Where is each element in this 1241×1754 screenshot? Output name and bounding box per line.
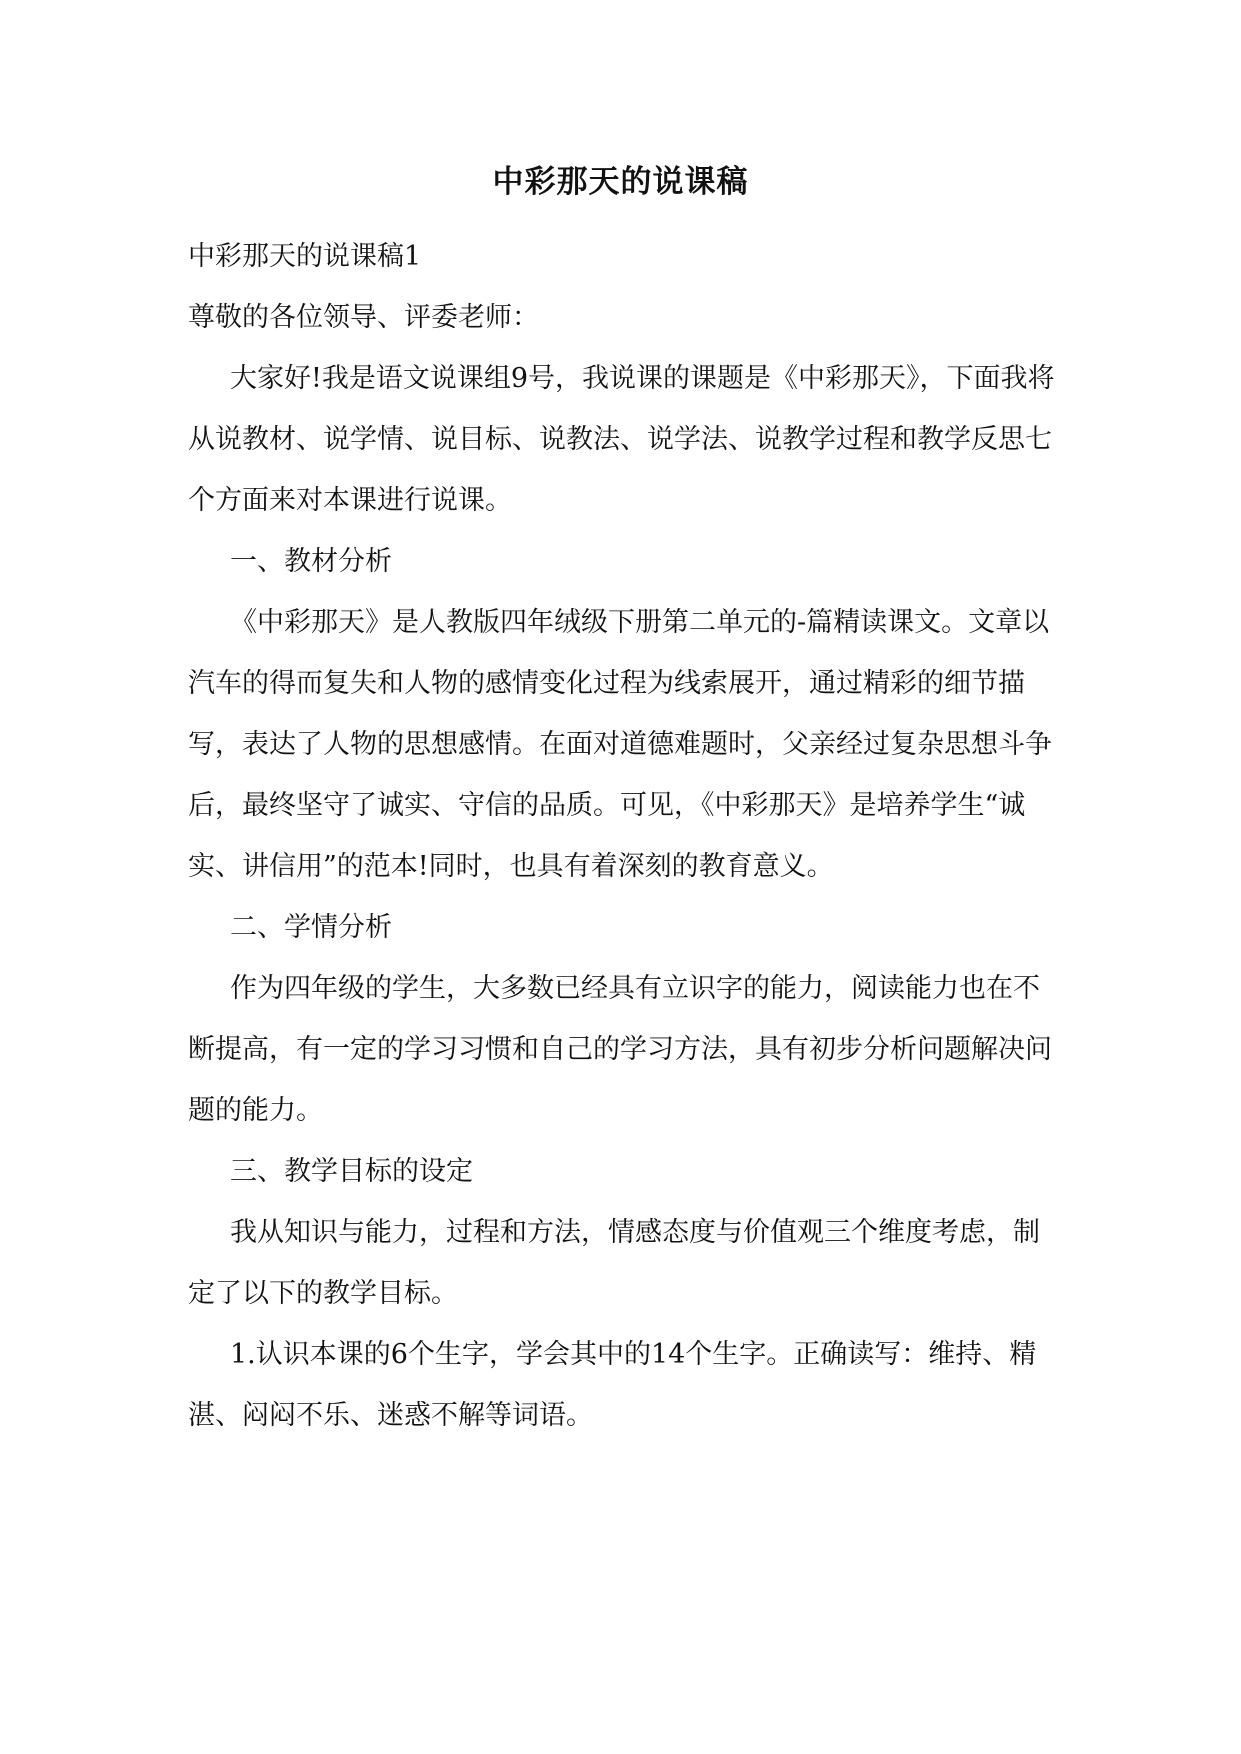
paragraph-intro: 大家好!我是语文说课组9号，我说课的课题是《中彩那天》，下面我将从说教材、说学情、说目标、说教法、说学法、说教学过程和教学反思七个方面来对本课进行说课。 — [188, 363, 1055, 516]
section-heading-teaching-goals: 三、教学目标的设定 — [230, 1156, 473, 1187]
paragraph-salutation: 尊敬的各位领导、评委老师： — [188, 302, 539, 333]
document-body — [188, 226, 1060, 1446]
section-heading-student-analysis: 二、学情分析 — [230, 912, 392, 943]
paragraph-student-analysis: 作为四年级的学生，大多数已经具有立识字的能力，阅读能力也在不断提高，有一定的学习习惯和自己的学习方法，具有初步分析问题解决问题的能力。 — [188, 973, 1052, 1126]
paragraph-subtitle: 中彩那天的说课稿1 — [188, 241, 422, 272]
section-heading-textbook-analysis: 一、教材分析 — [230, 546, 392, 577]
document-title: 中彩那天的说课稿 — [492, 164, 749, 200]
paragraph-teaching-goals: 我从知识与能力，过程和方法，情感态度与价值观三个维度考虑，制定了以下的教学目标。 — [188, 1217, 1040, 1309]
paragraph-textbook-analysis: 《中彩那天》是人教版四年绒级下册第二单元的-篇精读课文。文章以汽车的得而复失和人物的感情变化过程为线索展开，通过精彩的细节描写，表达了人物的思想感情。在面对道德难题时，父亲经过复杂思想斗争后，最终坚守了诚实、守信的品质。可见，《中彩那天》是培养学生“诚实、讲信用”的范本!同时，也具有着深刻的教育意义。 — [188, 607, 1052, 882]
paragraph-goal-1: 1.认识本课的6个生字，学会其中的14个生字。正确读写：维持、精湛、闷闷不乐、迷惑不解等词语。 — [188, 1339, 1037, 1431]
